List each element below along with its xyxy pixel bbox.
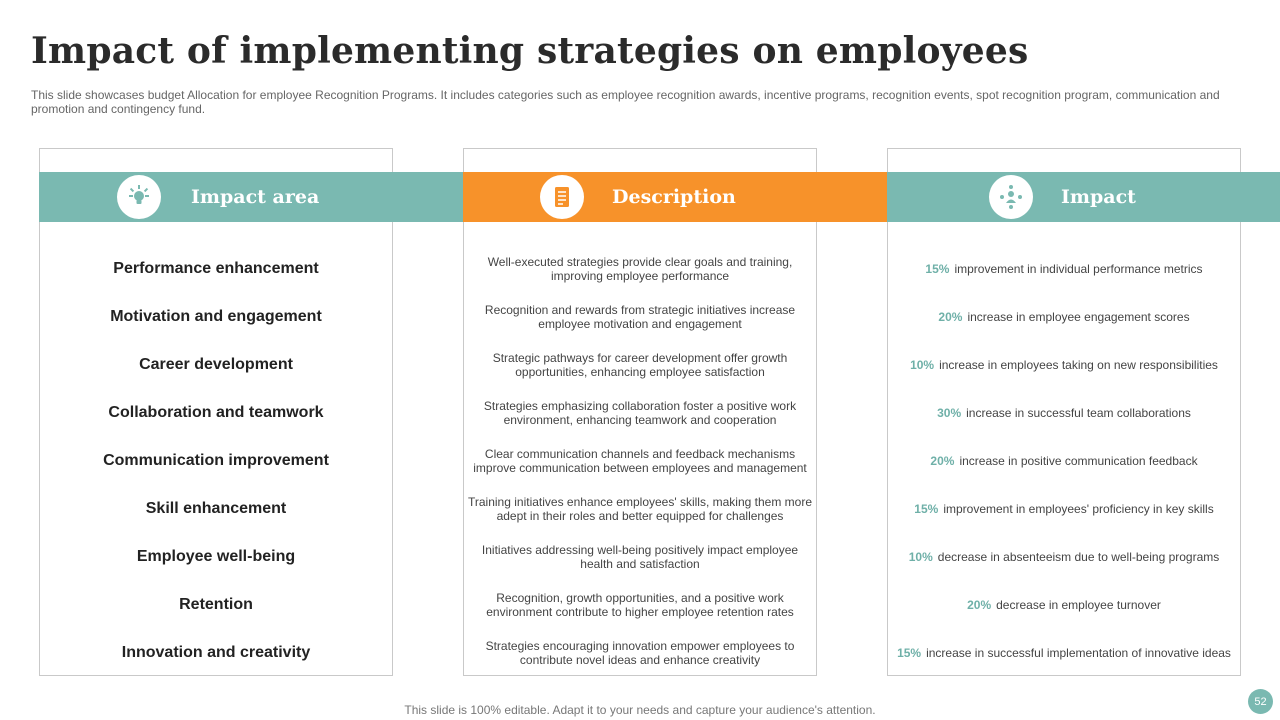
impact-header: Impact	[1061, 186, 1136, 208]
description-item: Strategies emphasizing collaboration foster a positive work environment, enhancing teamwork and cooperation	[483, 399, 797, 427]
footer-text: This slide is 100% editable. Adapt it to your needs and capture your audience's attention.	[404, 703, 876, 717]
impact-item	[887, 293, 1241, 341]
impact-percent: 20%	[967, 598, 992, 612]
description-list	[463, 245, 817, 677]
impact-text: increase in employee engagement scores	[967, 310, 1190, 324]
impact-percent: 15%	[925, 262, 950, 276]
impact-text: decrease in employee turnover	[996, 598, 1161, 612]
description-item: Initiatives addressing well-being positively impact employee health and satisfaction	[481, 543, 799, 571]
description-item: Strategic pathways for career development offer growth opportunities, enhancing employee satisfaction	[492, 351, 788, 379]
impact-area-item: Career development	[139, 356, 293, 373]
impact-item	[887, 437, 1241, 485]
impact-percent: 20%	[930, 454, 955, 468]
impact-area-item: Employee well-being	[136, 548, 296, 565]
description-header: Description	[612, 186, 736, 208]
impact-text: improvement in individual performance metrics	[954, 262, 1203, 276]
description-item: Clear communication channels and feedback mechanisms improve communication between employees and management	[473, 447, 807, 475]
impact-area-item: Innovation and creativity	[121, 644, 311, 661]
impact-text: increase in positive communication feedback	[959, 454, 1198, 468]
description-item: Recognition and rewards from strategic initiatives increase employee motivation and engagement	[484, 303, 796, 331]
impact-text: increase in successful team collaborations	[966, 406, 1191, 420]
description-item: Well-executed strategies provide clear goals and training, improving employee performance	[487, 255, 793, 283]
impact-item	[887, 485, 1241, 533]
impact-area-item: Retention	[179, 596, 253, 613]
description-item: Recognition, growth opportunities, and a positive work environment contribute to higher employee retention rates	[486, 591, 794, 619]
impact-text: increase in employees taking on new responsibilities	[939, 358, 1218, 372]
lightbulb-icon	[117, 175, 161, 219]
impact-area-item: Collaboration and teamwork	[108, 404, 324, 421]
footer-note	[0, 703, 1280, 717]
impact-area-item: Skill enhancement	[145, 500, 287, 517]
impact-area-item: Communication improvement	[103, 452, 329, 469]
impact-list	[887, 245, 1241, 677]
impact-text: increase in successful implementation of innovative ideas	[926, 646, 1231, 660]
impact-percent: 20%	[938, 310, 963, 324]
document-icon	[540, 175, 584, 219]
impact-text: improvement in employees' proficiency in key skills	[943, 502, 1214, 516]
impact-item	[887, 389, 1241, 437]
page-title: Impact of implementing strategies on employees	[31, 30, 1029, 72]
description-item: Training initiatives enhance employees' skills, making them more adept in their roles and better equipped for challenges	[468, 495, 812, 523]
impact-percent: 15%	[914, 502, 939, 516]
impact-text: decrease in absenteeism due to well-being programs	[937, 550, 1220, 564]
impact-area-header: Impact area	[191, 186, 320, 208]
impact-area-list	[39, 245, 393, 677]
impact-percent: 10%	[908, 550, 933, 564]
impact-area-item: Performance enhancement	[113, 260, 319, 277]
impact-area-item: Motivation and engagement	[110, 308, 322, 325]
description-item: Strategies encouraging innovation empower employees to contribute novel ideas and enhance creativity	[485, 639, 795, 667]
impact-item	[887, 341, 1241, 389]
impact-item	[887, 245, 1241, 293]
impact-percent: 15%	[897, 646, 922, 660]
team-network-icon	[989, 175, 1033, 219]
impact-item	[887, 629, 1241, 677]
impact-percent: 30%	[937, 406, 962, 420]
impact-item	[887, 533, 1241, 581]
page-subtitle: This slide showcases budget Allocation for employee Recognition Programs. It includes categories such as employee recognition awards, incentive programs, recognition events, spot recognition program, communication and promotion and contingency fund.	[31, 88, 1220, 116]
impact-percent: 10%	[910, 358, 935, 372]
page-number: 52	[1248, 689, 1273, 714]
impact-item	[887, 581, 1241, 629]
